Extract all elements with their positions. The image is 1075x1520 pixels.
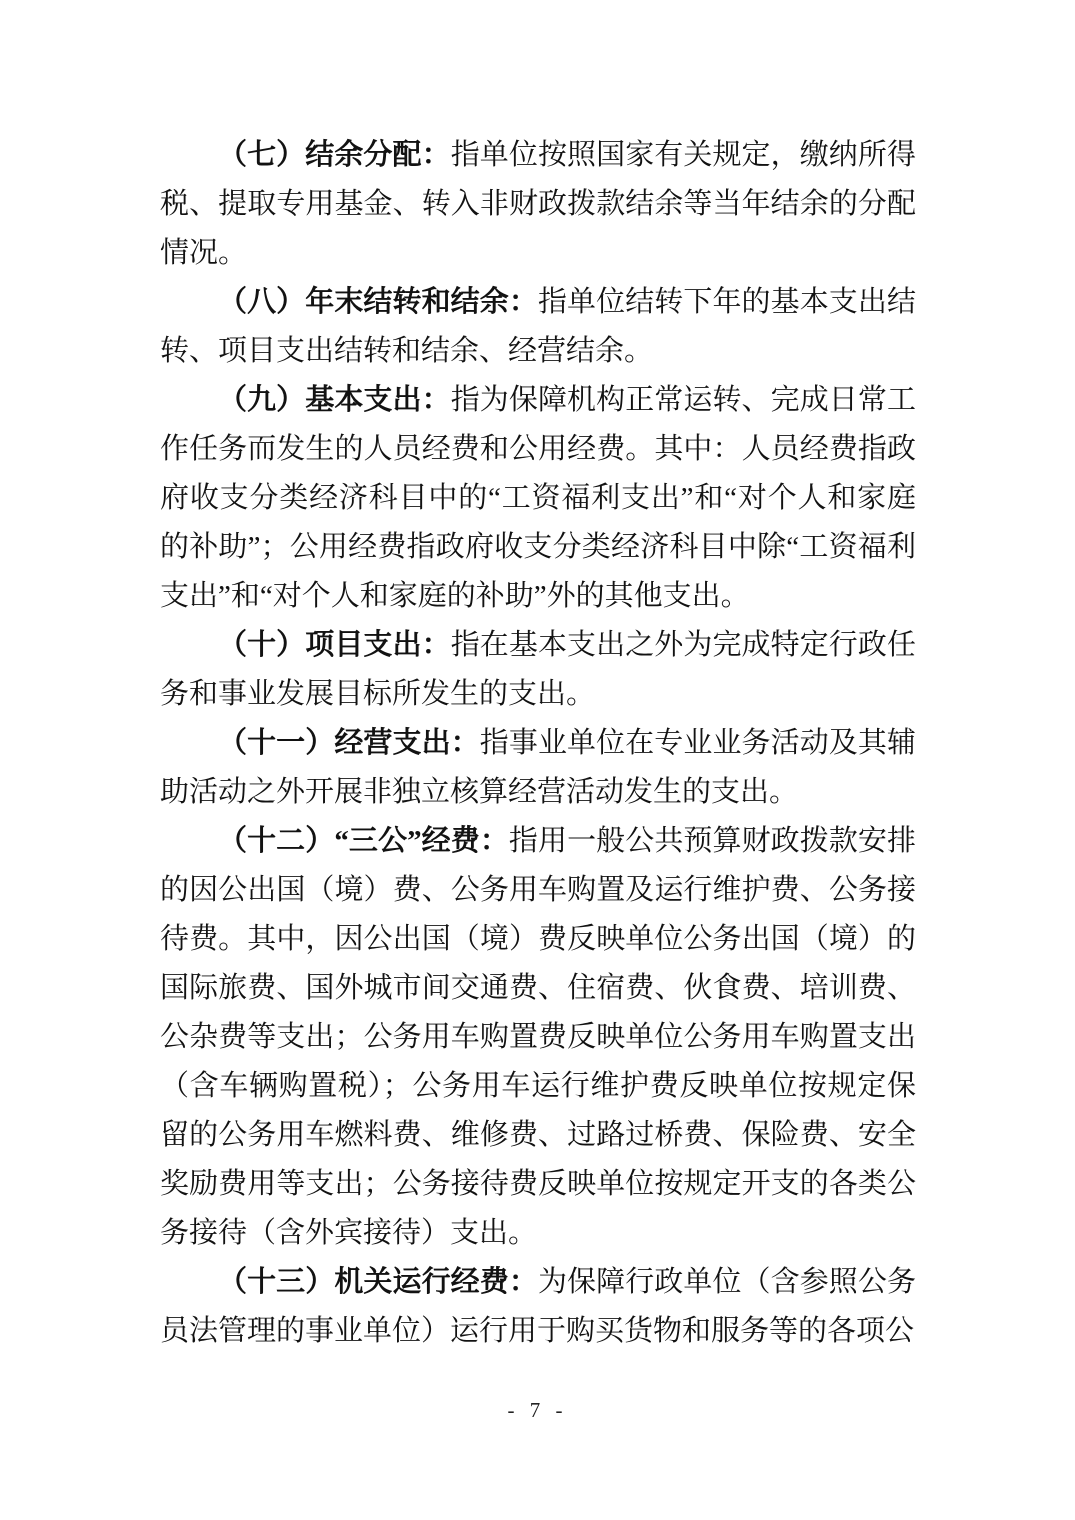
paragraph-heading: （九）基本支出：: [218, 384, 451, 416]
paragraph-heading: （十一）经营支出：: [218, 727, 480, 759]
paragraph-text: 为保障行政单位（含参照公务员法管理的事业单位）运行用于购买货物和服务等的各项公: [160, 1266, 916, 1347]
paragraph: [160, 817, 916, 1258]
paragraph: [160, 131, 916, 278]
paragraph: [160, 1258, 916, 1356]
paragraph-heading: （十二）“三公”经费：: [218, 825, 509, 857]
paragraph-heading: （七）结余分配：: [218, 139, 451, 171]
paragraph-heading: （十三）机关运行经费：: [218, 1266, 538, 1298]
paragraph-text: 指单位按照国家有关规定，缴纳所得税、提取专用基金、转入非财政拨款结余等当年结余的分配情况。: [160, 139, 916, 269]
paragraph-heading: （八）年末结转和结余：: [218, 286, 538, 318]
paragraph-text: 指在基本支出之外为完成特定行政任务和事业发展目标所发生的支出。: [160, 629, 916, 710]
paragraph-text: 指为保障机构正常运转、完成日常工作任务而发生的人员经费和公用经费。其中：人员经费指政府收支分类经济科目中的“工资福利支出”和“对个人和家庭的补助”；公用经费指政府收支分类经济科目中除“工资福利支出”和“对个人和家庭的补助”外的其他支出。: [160, 384, 916, 612]
document-body: [160, 131, 916, 1356]
paragraph-heading: （十）项目支出：: [218, 629, 451, 661]
paragraph-text: 指单位结转下年的基本支出结转、项目支出结转和结余、经营结余。: [160, 286, 916, 367]
paragraph-text: 指用一般公共预算财政拨款安排的因公出国（境）费、公务用车购置及运行维护费、公务接待费。其中，因公出国（境）费反映单位公务出国（境）的国际旅费、国外城市间交通费、住宿费、伙食费、培训费、公杂费等支出；公务用车购置费反映单位公务用车购置支出（含车辆购置税）；公务用车运行维护费反映单位按规定保留的公务用车燃料费、维修费、过路过桥费、保险费、安全奖励费用等支出；公务接待费反映单位按规定开支的各类公务接待（含外宾接待）支出。: [160, 825, 916, 1249]
paragraph: [160, 621, 916, 719]
paragraph-text: 指事业单位在专业业务活动及其辅助活动之外开展非独立核算经营活动发生的支出。: [160, 727, 916, 808]
paragraph: [160, 278, 916, 376]
paragraph: [160, 376, 916, 621]
paragraph: [160, 719, 916, 817]
page-number: - 7 -: [507, 1398, 568, 1422]
